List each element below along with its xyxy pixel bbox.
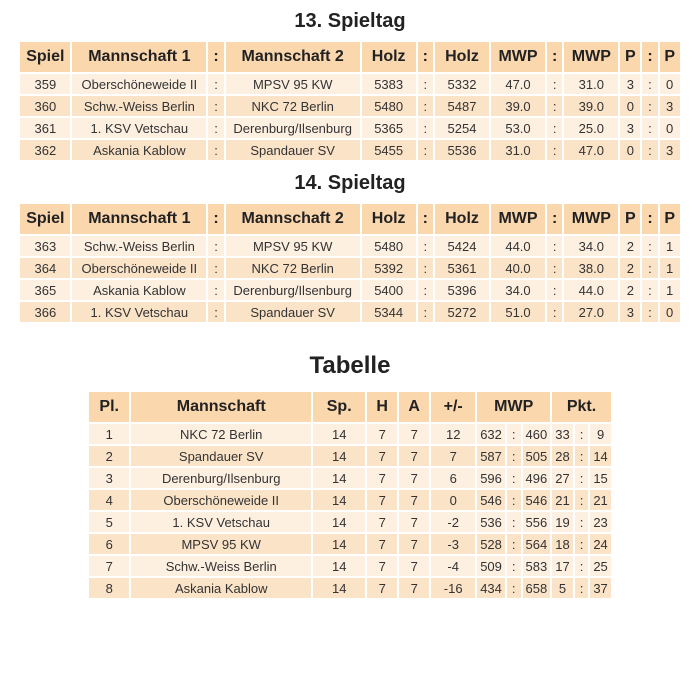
mwp-against: 658 bbox=[523, 578, 551, 598]
team-1: Askania Kablow bbox=[72, 280, 206, 300]
points-1: 2 bbox=[620, 236, 640, 256]
separator: : bbox=[507, 556, 521, 576]
mwp-2: 34.0 bbox=[564, 236, 618, 256]
place: 5 bbox=[89, 512, 129, 532]
col-p-1: P bbox=[620, 204, 640, 234]
table-row bbox=[89, 556, 611, 576]
team-2: Derenburg/Ilsenburg bbox=[226, 280, 360, 300]
points-1: 2 bbox=[620, 258, 640, 278]
col-team: Mannschaft bbox=[131, 392, 311, 422]
col-diff: +/- bbox=[431, 392, 475, 422]
points-for: 27 bbox=[552, 468, 572, 488]
place: 3 bbox=[89, 468, 129, 488]
points-1: 2 bbox=[620, 280, 640, 300]
separator: : bbox=[547, 258, 562, 278]
table-row bbox=[20, 140, 679, 160]
points-for: 19 bbox=[552, 512, 572, 532]
diff: 7 bbox=[431, 446, 475, 466]
team-1: 1. KSV Vetschau bbox=[72, 118, 206, 138]
team-2: Derenburg/Ilsenburg bbox=[226, 118, 360, 138]
mwp-1: 44.0 bbox=[491, 236, 545, 256]
team-1: Schw.-Weiss Berlin bbox=[72, 236, 206, 256]
separator: : bbox=[642, 236, 657, 256]
team-2: MPSV 95 KW bbox=[226, 236, 360, 256]
col-separator: : bbox=[418, 42, 433, 72]
mwp-2: 47.0 bbox=[564, 140, 618, 160]
diff: -16 bbox=[431, 578, 475, 598]
team-2: MPSV 95 KW bbox=[226, 74, 360, 94]
team: 1. KSV Vetschau bbox=[131, 512, 311, 532]
separator: : bbox=[418, 280, 433, 300]
mwp-2: 44.0 bbox=[564, 280, 618, 300]
away: 7 bbox=[399, 490, 429, 510]
mwp-2: 31.0 bbox=[564, 74, 618, 94]
points-against: 25 bbox=[590, 556, 610, 576]
team-1: Schw.-Weiss Berlin bbox=[72, 96, 206, 116]
diff: 0 bbox=[431, 490, 475, 510]
separator: : bbox=[547, 302, 562, 322]
points-for: 5 bbox=[552, 578, 572, 598]
points-for: 33 bbox=[552, 424, 572, 444]
mwp-against: 564 bbox=[523, 534, 551, 554]
mwp-against: 583 bbox=[523, 556, 551, 576]
table-header-row bbox=[20, 204, 679, 234]
holz-2: 5424 bbox=[435, 236, 489, 256]
col-mannschaft-2: Mannschaft 2 bbox=[226, 42, 360, 72]
team-1: Askania Kablow bbox=[72, 140, 206, 160]
points-2: 0 bbox=[660, 302, 680, 322]
mwp-against: 556 bbox=[523, 512, 551, 532]
separator: : bbox=[507, 446, 521, 466]
spiel-number: 366 bbox=[20, 302, 70, 322]
points-1: 0 bbox=[620, 96, 640, 116]
separator: : bbox=[507, 468, 521, 488]
place: 1 bbox=[89, 424, 129, 444]
separator: : bbox=[208, 280, 223, 300]
points-1: 3 bbox=[620, 118, 640, 138]
separator: : bbox=[418, 258, 433, 278]
points-against: 21 bbox=[590, 490, 610, 510]
games: 14 bbox=[313, 512, 365, 532]
away: 7 bbox=[399, 556, 429, 576]
away: 7 bbox=[399, 512, 429, 532]
table-row bbox=[20, 236, 679, 256]
mwp-1: 51.0 bbox=[491, 302, 545, 322]
col-mannschaft-1: Mannschaft 1 bbox=[72, 204, 206, 234]
place: 8 bbox=[89, 578, 129, 598]
team-1: Oberschöneweide II bbox=[72, 74, 206, 94]
standings-table bbox=[87, 390, 613, 600]
holz-1: 5455 bbox=[362, 140, 416, 160]
home: 7 bbox=[367, 512, 397, 532]
away: 7 bbox=[399, 534, 429, 554]
team: Askania Kablow bbox=[131, 578, 311, 598]
mwp-2: 39.0 bbox=[564, 96, 618, 116]
separator: : bbox=[418, 96, 433, 116]
holz-2: 5396 bbox=[435, 280, 489, 300]
home: 7 bbox=[367, 556, 397, 576]
separator: : bbox=[575, 424, 589, 444]
team: Spandauer SV bbox=[131, 446, 311, 466]
diff: 12 bbox=[431, 424, 475, 444]
points-against: 15 bbox=[590, 468, 610, 488]
holz-1: 5392 bbox=[362, 258, 416, 278]
points-2: 1 bbox=[660, 236, 680, 256]
holz-1: 5400 bbox=[362, 280, 416, 300]
col-holz-1: Holz bbox=[362, 204, 416, 234]
holz-2: 5361 bbox=[435, 258, 489, 278]
home: 7 bbox=[367, 534, 397, 554]
diff: 6 bbox=[431, 468, 475, 488]
separator: : bbox=[418, 236, 433, 256]
games: 14 bbox=[313, 556, 365, 576]
col-spiel: Spiel bbox=[20, 42, 70, 72]
col-holz-1: Holz bbox=[362, 42, 416, 72]
separator: : bbox=[575, 468, 589, 488]
col-mwp-1: MWP bbox=[491, 42, 545, 72]
separator: : bbox=[507, 512, 521, 532]
place: 7 bbox=[89, 556, 129, 576]
holz-2: 5254 bbox=[435, 118, 489, 138]
mwp-1: 34.0 bbox=[491, 280, 545, 300]
mwp-2: 38.0 bbox=[564, 258, 618, 278]
col-holz-2: Holz bbox=[435, 204, 489, 234]
mwp-1: 47.0 bbox=[491, 74, 545, 94]
separator: : bbox=[547, 280, 562, 300]
home: 7 bbox=[367, 446, 397, 466]
col-p-2: P bbox=[660, 42, 680, 72]
col-mwp-2: MWP bbox=[564, 42, 618, 72]
matchday-13-title: 13. Spieltag bbox=[294, 10, 406, 32]
spiel-number: 359 bbox=[20, 74, 70, 94]
place: 4 bbox=[89, 490, 129, 510]
team: Oberschöneweide II bbox=[131, 490, 311, 510]
points-1: 0 bbox=[620, 140, 640, 160]
holz-1: 5480 bbox=[362, 96, 416, 116]
points-2: 0 bbox=[660, 118, 680, 138]
table-header-row bbox=[89, 392, 611, 422]
holz-2: 5272 bbox=[435, 302, 489, 322]
team-2: NKC 72 Berlin bbox=[226, 96, 360, 116]
table-row bbox=[20, 96, 679, 116]
separator: : bbox=[642, 74, 657, 94]
col-mwp-2: MWP bbox=[564, 204, 618, 234]
mwp-for: 587 bbox=[477, 446, 505, 466]
col-home: H bbox=[367, 392, 397, 422]
standings-title: Tabelle bbox=[309, 352, 391, 379]
points-against: 23 bbox=[590, 512, 610, 532]
points-for: 21 bbox=[552, 490, 572, 510]
team-2: Spandauer SV bbox=[226, 140, 360, 160]
col-p-2: P bbox=[660, 204, 680, 234]
games: 14 bbox=[313, 534, 365, 554]
separator: : bbox=[575, 446, 589, 466]
games: 14 bbox=[313, 490, 365, 510]
points-2: 0 bbox=[660, 74, 680, 94]
table-header-row bbox=[20, 42, 679, 72]
team: Derenburg/Ilsenburg bbox=[131, 468, 311, 488]
separator: : bbox=[575, 512, 589, 532]
points-against: 37 bbox=[590, 578, 610, 598]
table-row bbox=[20, 74, 679, 94]
mwp-1: 53.0 bbox=[491, 118, 545, 138]
col-holz-2: Holz bbox=[435, 42, 489, 72]
away: 7 bbox=[399, 424, 429, 444]
mwp-for: 509 bbox=[477, 556, 505, 576]
games: 14 bbox=[313, 468, 365, 488]
separator: : bbox=[208, 74, 223, 94]
team-1: 1. KSV Vetschau bbox=[72, 302, 206, 322]
home: 7 bbox=[367, 578, 397, 598]
separator: : bbox=[418, 74, 433, 94]
place: 2 bbox=[89, 446, 129, 466]
col-points: Pkt. bbox=[552, 392, 611, 422]
table-row bbox=[20, 280, 679, 300]
separator: : bbox=[575, 578, 589, 598]
separator: : bbox=[642, 302, 657, 322]
mwp-1: 40.0 bbox=[491, 258, 545, 278]
mwp-for: 434 bbox=[477, 578, 505, 598]
points-for: 28 bbox=[552, 446, 572, 466]
mwp-for: 632 bbox=[477, 424, 505, 444]
mwp-1: 31.0 bbox=[491, 140, 545, 160]
separator: : bbox=[642, 96, 657, 116]
separator: : bbox=[507, 578, 521, 598]
separator: : bbox=[418, 302, 433, 322]
separator: : bbox=[642, 280, 657, 300]
separator: : bbox=[208, 258, 223, 278]
away: 7 bbox=[399, 468, 429, 488]
home: 7 bbox=[367, 490, 397, 510]
col-mannschaft-1: Mannschaft 1 bbox=[72, 42, 206, 72]
points-1: 3 bbox=[620, 302, 640, 322]
holz-2: 5332 bbox=[435, 74, 489, 94]
games: 14 bbox=[313, 446, 365, 466]
col-separator: : bbox=[208, 42, 223, 72]
diff: -3 bbox=[431, 534, 475, 554]
home: 7 bbox=[367, 424, 397, 444]
team-2: Spandauer SV bbox=[226, 302, 360, 322]
separator: : bbox=[642, 140, 657, 160]
points-2: 3 bbox=[660, 96, 680, 116]
games: 14 bbox=[313, 578, 365, 598]
separator: : bbox=[575, 534, 589, 554]
team-1: Oberschöneweide II bbox=[72, 258, 206, 278]
spiel-number: 362 bbox=[20, 140, 70, 160]
separator: : bbox=[507, 424, 521, 444]
spiel-number: 360 bbox=[20, 96, 70, 116]
separator: : bbox=[547, 74, 562, 94]
mwp-against: 496 bbox=[523, 468, 551, 488]
points-2: 1 bbox=[660, 258, 680, 278]
col-mwp-1: MWP bbox=[491, 204, 545, 234]
col-separator: : bbox=[547, 42, 562, 72]
holz-1: 5480 bbox=[362, 236, 416, 256]
separator: : bbox=[547, 96, 562, 116]
holz-2: 5536 bbox=[435, 140, 489, 160]
holz-1: 5383 bbox=[362, 74, 416, 94]
team: NKC 72 Berlin bbox=[131, 424, 311, 444]
separator: : bbox=[418, 140, 433, 160]
table-row bbox=[20, 118, 679, 138]
place: 6 bbox=[89, 534, 129, 554]
table-row bbox=[89, 468, 611, 488]
mwp-for: 596 bbox=[477, 468, 505, 488]
holz-2: 5487 bbox=[435, 96, 489, 116]
col-away: A bbox=[399, 392, 429, 422]
col-games: Sp. bbox=[313, 392, 365, 422]
table-row bbox=[89, 512, 611, 532]
col-spiel: Spiel bbox=[20, 204, 70, 234]
table-row bbox=[20, 302, 679, 322]
mwp-for: 528 bbox=[477, 534, 505, 554]
col-separator: : bbox=[547, 204, 562, 234]
mwp-1: 39.0 bbox=[491, 96, 545, 116]
table-row bbox=[89, 578, 611, 598]
separator: : bbox=[547, 140, 562, 160]
separator: : bbox=[208, 118, 223, 138]
col-mannschaft-2: Mannschaft 2 bbox=[226, 204, 360, 234]
separator: : bbox=[208, 96, 223, 116]
points-against: 9 bbox=[590, 424, 610, 444]
points-1: 3 bbox=[620, 74, 640, 94]
separator: : bbox=[547, 118, 562, 138]
spiel-number: 365 bbox=[20, 280, 70, 300]
team: Schw.-Weiss Berlin bbox=[131, 556, 311, 576]
mwp-for: 546 bbox=[477, 490, 505, 510]
table-row bbox=[89, 446, 611, 466]
col-p-1: P bbox=[620, 42, 640, 72]
table-row bbox=[20, 258, 679, 278]
col-place: Pl. bbox=[89, 392, 129, 422]
away: 7 bbox=[399, 578, 429, 598]
col-separator: : bbox=[418, 204, 433, 234]
separator: : bbox=[642, 258, 657, 278]
spiel-number: 363 bbox=[20, 236, 70, 256]
mwp-2: 27.0 bbox=[564, 302, 618, 322]
matchday-13-table bbox=[18, 40, 681, 162]
separator: : bbox=[642, 118, 657, 138]
points-2: 3 bbox=[660, 140, 680, 160]
away: 7 bbox=[399, 446, 429, 466]
mwp-against: 505 bbox=[523, 446, 551, 466]
separator: : bbox=[208, 236, 223, 256]
mwp-2: 25.0 bbox=[564, 118, 618, 138]
points-2: 1 bbox=[660, 280, 680, 300]
holz-1: 5365 bbox=[362, 118, 416, 138]
diff: -4 bbox=[431, 556, 475, 576]
col-separator: : bbox=[642, 204, 657, 234]
team: MPSV 95 KW bbox=[131, 534, 311, 554]
holz-1: 5344 bbox=[362, 302, 416, 322]
separator: : bbox=[575, 556, 589, 576]
mwp-for: 536 bbox=[477, 512, 505, 532]
separator: : bbox=[507, 534, 521, 554]
matchday-14-table bbox=[18, 202, 681, 324]
team-2: NKC 72 Berlin bbox=[226, 258, 360, 278]
games: 14 bbox=[313, 424, 365, 444]
mwp-against: 546 bbox=[523, 490, 551, 510]
spiel-number: 361 bbox=[20, 118, 70, 138]
home: 7 bbox=[367, 468, 397, 488]
mwp-against: 460 bbox=[523, 424, 551, 444]
separator: : bbox=[208, 140, 223, 160]
separator: : bbox=[547, 236, 562, 256]
matchday-14-title: 14. Spieltag bbox=[294, 172, 406, 194]
separator: : bbox=[208, 302, 223, 322]
table-row bbox=[89, 534, 611, 554]
points-for: 18 bbox=[552, 534, 572, 554]
separator: : bbox=[418, 118, 433, 138]
col-separator: : bbox=[642, 42, 657, 72]
points-for: 17 bbox=[552, 556, 572, 576]
points-against: 14 bbox=[590, 446, 610, 466]
col-separator: : bbox=[208, 204, 223, 234]
table-row bbox=[89, 490, 611, 510]
diff: -2 bbox=[431, 512, 475, 532]
separator: : bbox=[575, 490, 589, 510]
col-mwp: MWP bbox=[477, 392, 550, 422]
separator: : bbox=[507, 490, 521, 510]
table-row bbox=[89, 424, 611, 444]
points-against: 24 bbox=[590, 534, 610, 554]
spiel-number: 364 bbox=[20, 258, 70, 278]
